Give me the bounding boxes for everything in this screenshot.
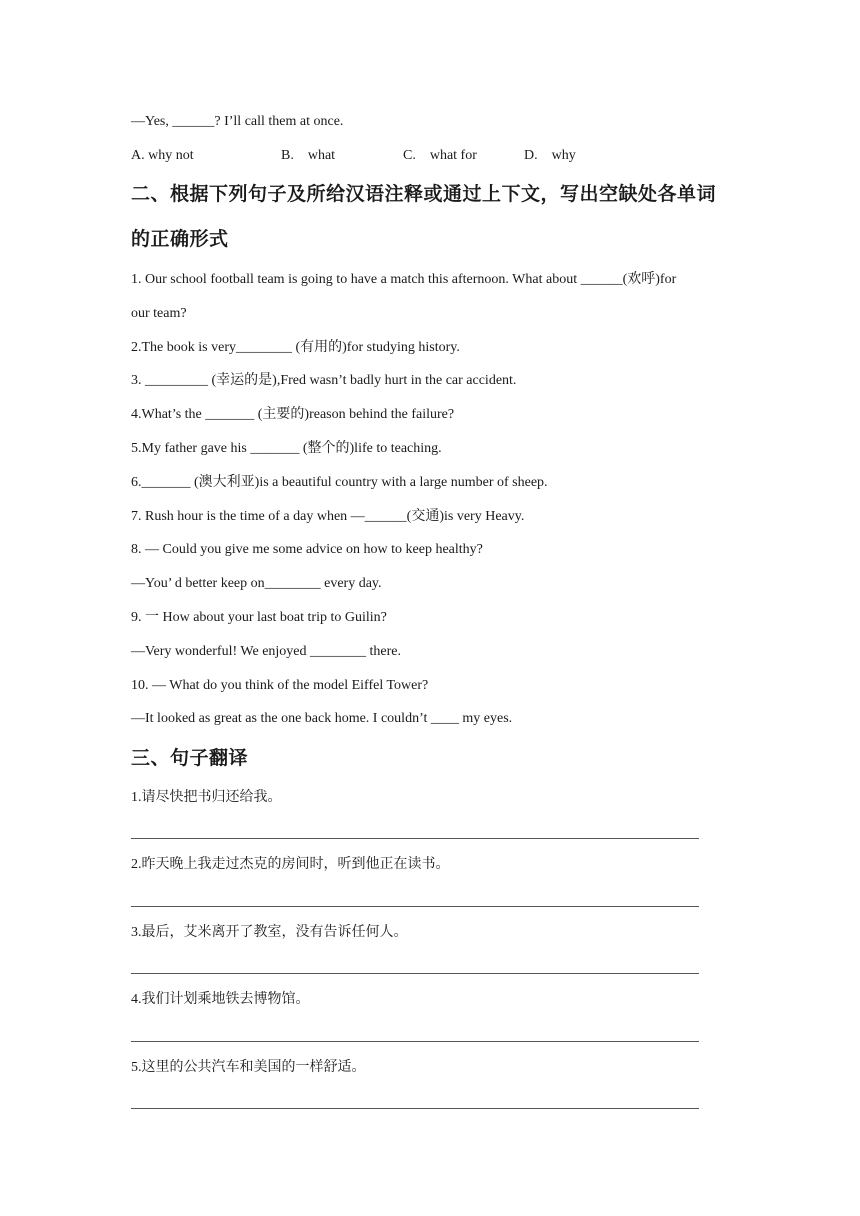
- s3-item-4: 4.我们计划乘地铁去博物馆。: [131, 992, 310, 1007]
- s3-answer-line-3[interactable]: [131, 973, 699, 974]
- s2-line-1: 1. Our school football team is going to have a match this afternoon. What about ______(欢呼)for: [131, 272, 677, 287]
- s3-item-2: 2.昨天晚上我走过杰克的房间时，听到他正在读书。: [131, 857, 450, 872]
- s2-line-4: 4.What’s the _______ (主要的)reason behind the failure?: [131, 407, 455, 422]
- question-options: [131, 147, 731, 165]
- section-2-heading-cont: 的正确形式: [131, 228, 229, 250]
- s2-line-7: 7. Rush hour is the time of a day when —______(交通)is very Heavy.: [131, 509, 525, 524]
- s2-line-5: 5.My father gave his _______ (整个的)life to teaching.: [131, 441, 442, 456]
- option-b[interactable]: B. what: [281, 148, 336, 163]
- option-d[interactable]: D. why: [524, 148, 576, 163]
- s2-line-10-answer: —It looked as great as the one back home. I couldn’t ____ my eyes.: [131, 711, 513, 726]
- s2-line-8: 8. — Could you give me some advice on how to keep healthy?: [131, 542, 483, 557]
- s3-answer-line-2[interactable]: [131, 906, 699, 907]
- s3-item-3: 3.最后，艾米离开了教室，没有告诉任何人。: [131, 925, 408, 940]
- s2-line-8-answer: —You’ d better keep on________ every day.: [131, 576, 382, 591]
- s2-line-9-answer: —Very wonderful! We enjoyed ________ there.: [131, 644, 401, 659]
- s2-line-10: 10. — What do you think of the model Eiffel Tower?: [131, 678, 429, 693]
- s2-line-9: 9. 一 How about your last boat trip to Guilin?: [131, 610, 387, 625]
- s3-answer-line-5[interactable]: [131, 1108, 699, 1109]
- s3-answer-line-4[interactable]: [131, 1041, 699, 1042]
- section-3-heading: 三、句子翻译: [131, 747, 249, 769]
- s2-line-1-cont: our team?: [131, 306, 187, 321]
- s3-item-1: 1.请尽快把书归还给我。: [131, 790, 282, 805]
- option-a[interactable]: A. why not: [131, 148, 194, 163]
- s3-answer-line-1[interactable]: [131, 838, 699, 839]
- section-2-heading: 二、根据下列句子及所给汉语注释或通过上下文，写出空缺处各单词: [131, 183, 717, 205]
- option-c[interactable]: C. what for: [403, 148, 477, 163]
- s2-line-3: 3. _________ (幸运的是),Fred wasn’t badly hurt in the car accident.: [131, 373, 517, 388]
- s2-line-2: 2.The book is very________ (有用的)for studying history.: [131, 340, 460, 355]
- question-tail-line: —Yes, ______? I’ll call them at once.: [131, 114, 344, 129]
- s3-item-5: 5.这里的公共汽车和美国的一样舒适。: [131, 1060, 366, 1075]
- s2-line-6: 6._______ (澳大利亚)is a beautiful country with a large number of sheep.: [131, 475, 548, 490]
